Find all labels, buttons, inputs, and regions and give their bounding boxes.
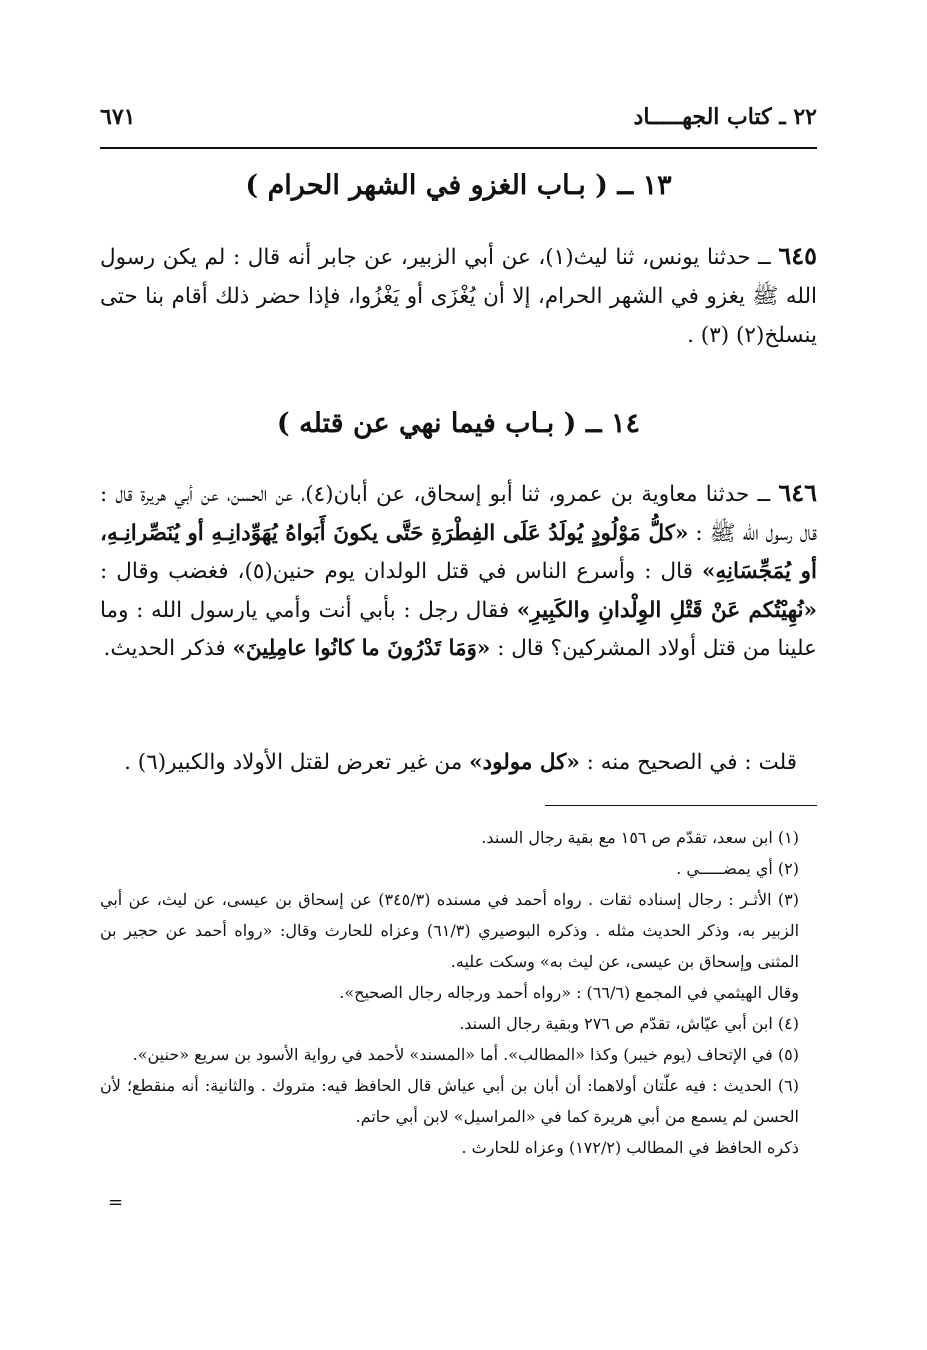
footnote-3: (٣) الأثـر : رجال إسناده ثقات . رواه أحمد في مسنده (٣٤٥/٣) عن إسحاق بن عيسى، عن ليث، عن أبي الزبير به، وذكر الحديث مثله . وذكره البوصيري (٦١/٣) وعزاه للحارث وقال: «رواه أحمد عن حجير بن المثنى وإسحاق بن عيسى، عن ليث به» وسكت عليه. [100, 890, 800, 971]
page-number: ٦٧١ [100, 104, 136, 130]
note-suffix: من غير تعرض لقتل الأولاد والكبير(٦) . [124, 750, 470, 775]
hadith-645 [100, 236, 817, 355]
section-heading-13: ١٣ ــ ( بـاب الغزو في الشهر الحرام ) [245, 170, 672, 201]
footnote-3-cont: وقال الهيثمي في المجمع (٦٦/٦) : «رواه أحمد ورجاله رجال الصحيح». [339, 983, 799, 1002]
prophetic-quote-1: «كلُّ مَوْلُودٍ يُولَدُ عَلَى الفِطْرَةِ حَتَّى يكونَ أَبَواهُ يُهَوِّدانِـهِ أو يُنَصِّرانِـهِ، أو يُمَجِّسَانِهِ» [100, 520, 818, 584]
hadith-text-4: فذكر الحديث. [103, 636, 233, 661]
footnote-2: (٢) أي يمضـــــي . [676, 859, 799, 878]
prophetic-quote-3: «وَمَا تَدْرُونَ ما كانُوا عامِلِينَ» [232, 636, 491, 661]
section-heading-14: ١٤ ــ ( بـاب فيما نهي عن قتله ) [276, 408, 641, 439]
hadith-number: ٦٤٥ [778, 241, 817, 270]
hadith-text: ــ حدثنا يونس، ثنا ليث(١)، عن أبي الزبير، عن جابر أنه قال : لم يكن رسول الله ﷺ يغزو في الشهر الحرام، إلا أن يُغْزَى أو يَغْزُوا، فإذا حضر ذلك أقام بنا حتى ينسلخ(٢) (٣) . [100, 245, 817, 348]
hadith-646 [100, 474, 817, 669]
footnote-rule [545, 805, 817, 806]
footnote-6-cont: ذكره الحافظ في المطالب (١٧٢/٢) وعزاه للحارث . [461, 1138, 799, 1157]
author-note [100, 743, 817, 782]
note-prefix: قلت : في الصحيح منه : [579, 750, 797, 775]
hadith-text-1: ــ حدثنا معاوية بن عمرو، ثنا أبو إسحاق، عن أبان(٤)، عن الحسن، عن أبي هريرة قال : قال رسول الله ﷺ : [100, 482, 817, 546]
footnotes [100, 822, 817, 1163]
hadith-text-2: قال : وأسرع الناس في قتل الولدان يوم حنين(٥)، فغضب وقال : [100, 559, 703, 584]
note-quote: «كل مولود» [469, 750, 580, 775]
hadith-text-3: فقال رجل : بأبي أنت وأمي يارسول الله : وما علينا من قتل أولاد المشركين؟ قال : [100, 597, 817, 661]
footnote-4: (٤) ابن أبي عيّاش، تقدّم ص ٢٧٦ وبقية رجال السند. [459, 1014, 799, 1033]
hadith-number: ٦٤٦ [778, 478, 817, 507]
header-rule [100, 147, 817, 149]
chapter-title: ٢٢ ـ كتاب الجهـــــاد [633, 104, 817, 130]
prophetic-quote-2: «نُهِيْتُكم عَنْ قَتْلِ الوِلْدانِ والكَبِيرِ» [516, 597, 817, 623]
running-header [100, 98, 817, 138]
footnote-5: (٥) في الإتحاف (يوم خيبر) وكذا «المطالب». أما «المسند» لأحمد في رواية الأسود بن سريع «حنين». [132, 1045, 799, 1064]
footnote-6: (٦) الحديث : فيه علّتان أولاهما: أن أبان بن أبي عياش قال الحافظ فيه: متروك . والثانية: أنه منقطع؛ لأن الحسن لم يسمع من أبي هريرة كما في «المراسيل» لابن أبي حاتم. [100, 1076, 799, 1126]
continuation-mark: = [108, 1192, 124, 1213]
footnote-1: (١) ابن سعد، تقدّم ص ١٥٦ مع بقية رجال السند. [481, 828, 799, 847]
